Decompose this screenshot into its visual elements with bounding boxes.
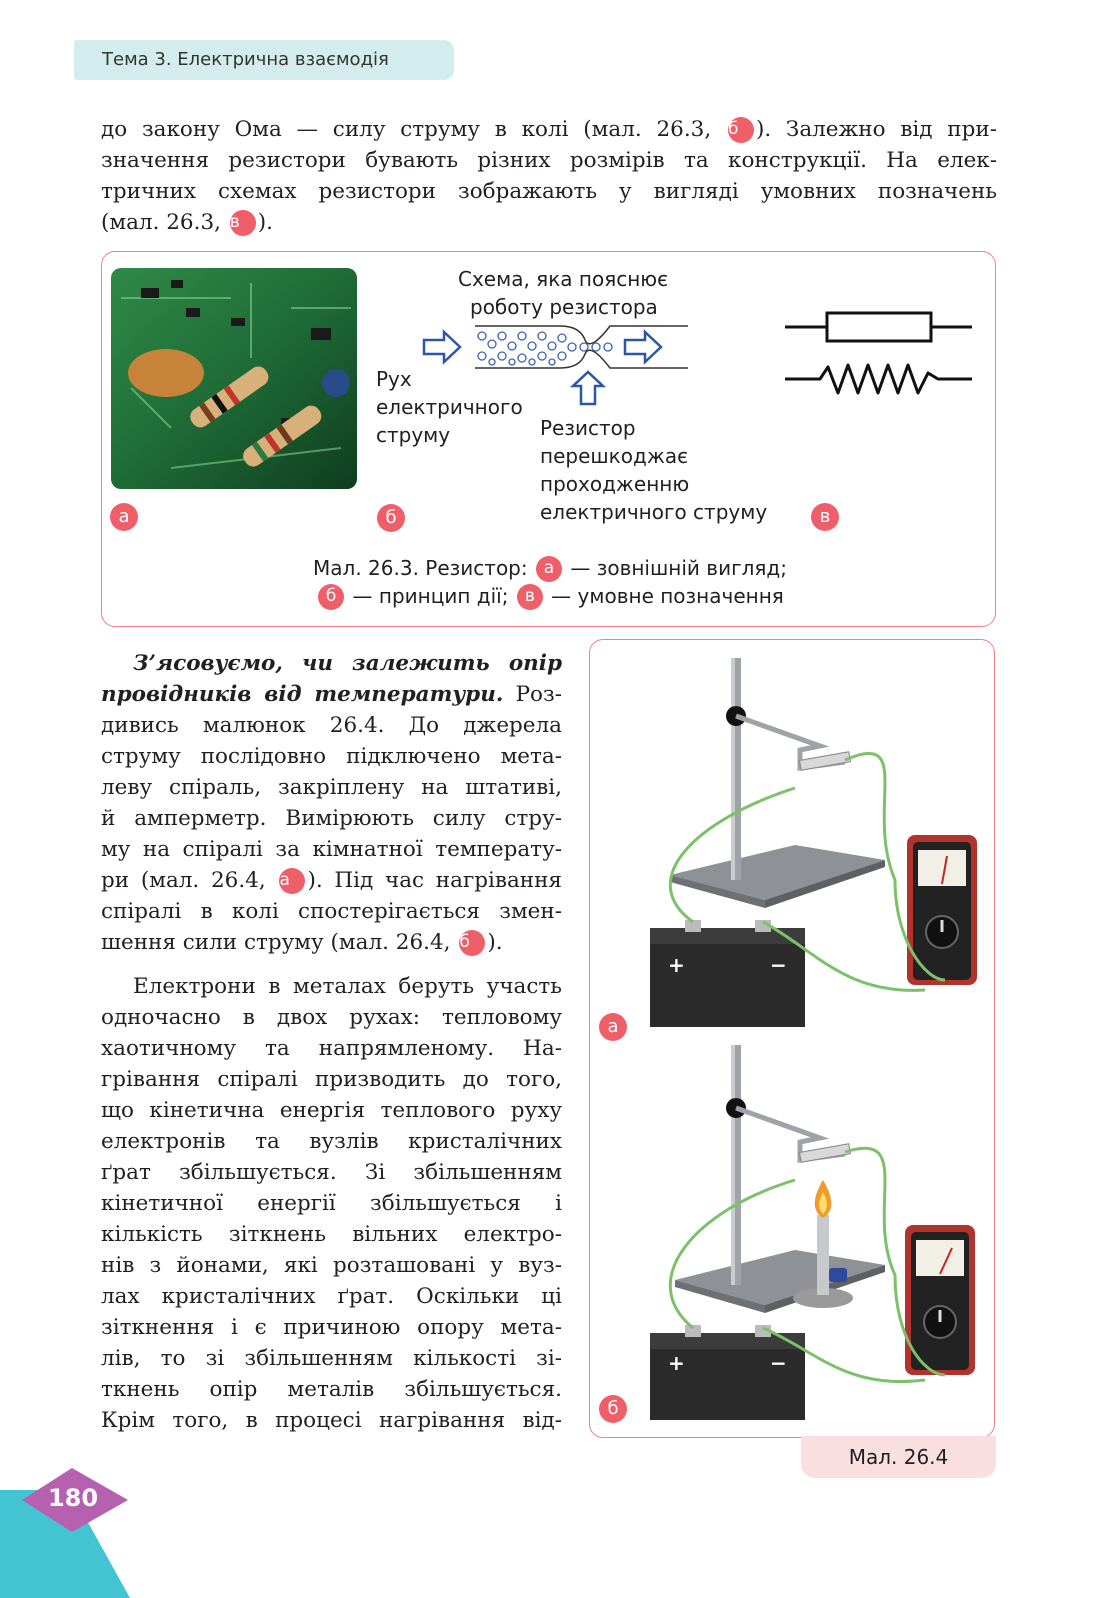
badge-a-263: а <box>110 503 138 531</box>
figure-26-3-caption-line1: Мал. 26.3. Резистор: а — зовнішній вигляд; <box>313 556 787 580</box>
badge-v-263: в <box>811 503 839 531</box>
resistor-label-2: перешкоджає <box>540 444 689 468</box>
badge-a-264: а <box>599 1013 627 1041</box>
ref-badge-v: в <box>230 210 256 236</box>
electrons-paragraph: Електрони в металах беруть участь одночасно в двох рухах: тепловому хаотичному та напрямленому. На- грівання спіралі призводить до того, що кінетична енергія теплового руху електронів та вузлів кристалічних ґрат збільшується. Зі збільшенням кінетичної енергії збільшується і кількість зіткнень вільних електро- нів з йонами, які розташовані у вуз- лах кристалічних ґрат. Оскільки ці зіткнення і є причиною опору мета- лів, то зі збільшенням кількості зі- ткнень опір металів збільшується. Крім того, в процесі нагрівання від- <box>101 974 562 1433</box>
battery-plus-label: + <box>668 953 685 977</box>
battery-minus-label: − <box>770 953 787 977</box>
figure-26-4-caption: Мал. 26.4 <box>848 1445 949 1469</box>
page-number: 180 <box>47 1484 99 1512</box>
flow-arrow-left-icon <box>424 332 460 362</box>
figure-26-3-caption-line2: б — принцип дії; в — умовне позначення <box>250 582 850 611</box>
section-title: Тема 3. Електрична взаємодія <box>102 49 389 70</box>
experiment-heated <box>595 1040 985 1420</box>
flow-label-3: струму <box>376 423 451 447</box>
experiment-room-temp <box>595 650 985 1035</box>
resistor-label-4: електричного струму <box>540 500 768 524</box>
badge-b-264: б <box>599 1395 627 1423</box>
resistor-label-3: проходженню <box>540 472 690 496</box>
svg-text:−: − <box>770 1351 787 1375</box>
resistance-arrow-up-icon <box>573 372 603 404</box>
intro-paragraph: до закону Ома — силу струму в колі (мал. 26.3, б ). Залежно від при- значення резистори бувають різних розмірів та конструкції. На елек- тричних схемах резистори зображають у вигляді умовних позначень (мал. 26.3, в ). <box>101 117 997 235</box>
flow-arrow-right-icon <box>625 332 661 362</box>
resistor-label-1: Резистор <box>540 416 636 440</box>
flow-label-1: Рух <box>376 367 412 391</box>
section-header <box>74 40 454 80</box>
scheme-title-1: Схема, яка пояснює <box>458 267 669 291</box>
scheme-title-2: роботу резистора <box>470 295 658 319</box>
resistor-photo <box>111 268 357 489</box>
temperature-paragraph: З’ясовуємо, чи залежить опір провідників від температури. Роз- дивись малюнок 26.4. До джерела струму послідовно підключено мета- леву спіраль, закріплену на штативі, й амперметр. Вимірюють силу стру- му на спіралі за кімнатної температу- ри (мал. 26.4, а ). Під час нагрівання спіралі в колі спостерігається змен- шення сили струму (мал. 26.4, б ). <box>101 651 563 955</box>
badge-b-263: б <box>377 504 405 532</box>
electron-dots-group <box>478 332 612 365</box>
flow-label-2: електричного <box>376 395 523 419</box>
svg-text:+: + <box>668 1351 685 1375</box>
resistor-symbols <box>780 305 980 400</box>
ref-badge-b: б <box>728 117 754 143</box>
